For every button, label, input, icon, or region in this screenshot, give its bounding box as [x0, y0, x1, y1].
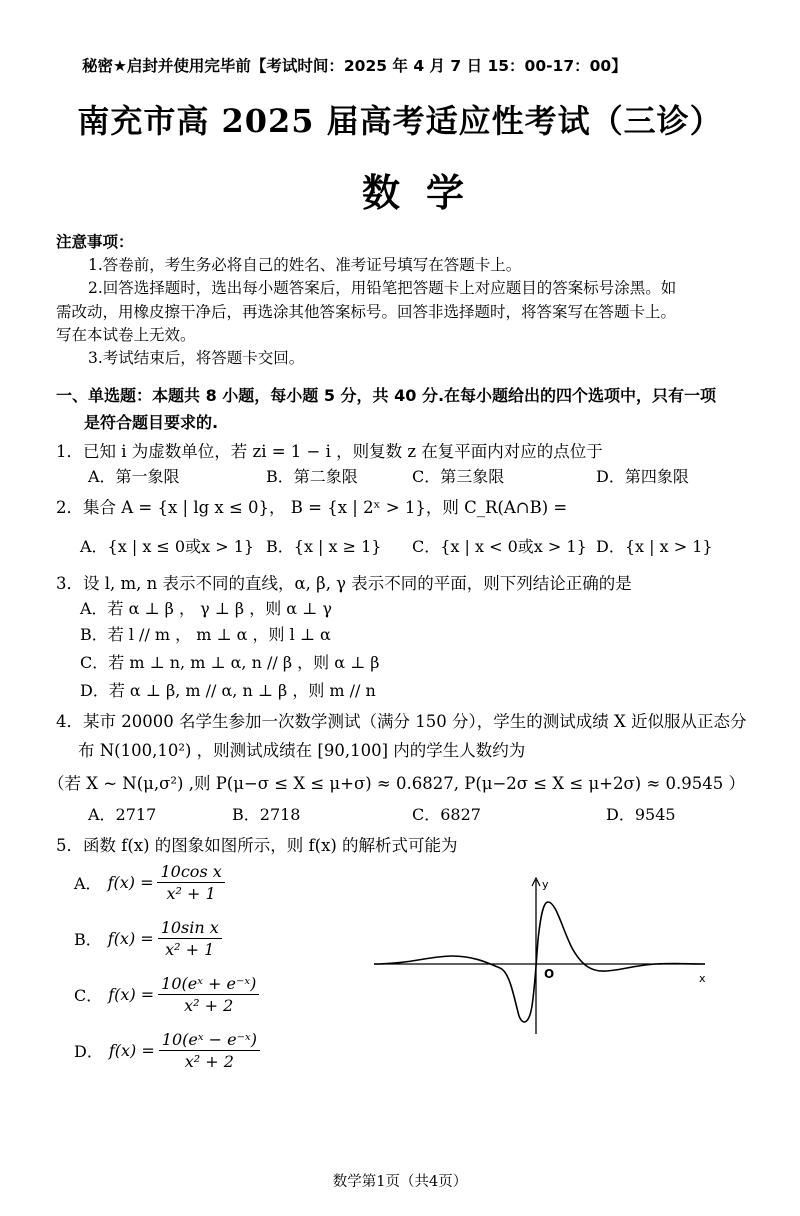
option-b-label: B．: [74, 930, 102, 949]
option-c-label: C．: [74, 986, 103, 1005]
question-3-option-b: B．若 l // m ， m ⊥ α ，则 l ⊥ α: [80, 625, 331, 644]
question-5-option-d: [74, 1030, 260, 1071]
question-1-option-d: D．第四象限: [596, 467, 689, 486]
question-3-option-c: C．若 m ⊥ n, m ⊥ α, n // β ，则 α ⊥ β: [80, 653, 380, 672]
question-5-option-c: [74, 974, 259, 1015]
option-a-denominator: x² + 1: [166, 884, 216, 903]
question-4-option-d: D．9545: [606, 805, 676, 824]
x-axis-label: x: [699, 972, 706, 985]
question-1-option-a: A．第一象限: [88, 467, 180, 486]
question-2-option-b: B．{x | x ≥ 1}: [266, 537, 382, 556]
section-heading-line-1: 一、单选题：本题共 8 小题，每小题 5 分，共 40 分.在每小题给出的四个选项中，只有一项: [56, 386, 717, 405]
option-c-denominator: x² + 2: [184, 996, 234, 1015]
option-b-numerator: 10sin x: [158, 918, 222, 939]
question-4-line-3: （若 X ~ N(μ,σ²) ,则 P(μ−σ ≤ X ≤ μ+σ) ≈ 0.6827, P(μ−2σ ≤ X ≤ μ+2σ) ≈ 0.9545 ）: [48, 774, 745, 793]
question-2-option-a: A．{x | x ≤ 0或x > 1}: [80, 537, 255, 556]
option-d-fraction: [159, 1030, 260, 1071]
subject-title: 数学: [361, 170, 490, 215]
question-4-line-2: 布 N(100,10²) ，则测试成绩在 [90,100] 内的学生人数约为: [78, 741, 526, 760]
origin-label: O: [544, 967, 555, 981]
option-c-fraction: [158, 974, 259, 1015]
note-item-2-line-2: 需改动，用橡皮擦干净后，再选涂其他答案标号。回答非选择题时，将答案写在答题卡上。: [56, 303, 677, 321]
question-2-stem: 2．集合 A = {x | lg x ≤ 0}， B = {x | 2ˣ > 1}，则 C_R(A∩B) =: [56, 498, 568, 517]
exam-title: 南充市高 2025 届高考适应性考试（三诊）: [77, 102, 723, 140]
question-4-option-b: B．2718: [232, 805, 301, 824]
question-1-stem: 1．已知 i 为虚数单位，若 zi = 1 − i ，则复数 z 在复平面内对应的点位于: [56, 442, 603, 461]
question-3-option-a: A．若 α ⊥ β ， γ ⊥ β ，则 α ⊥ γ: [80, 599, 332, 618]
question-2-option-c: C．{x | x < 0或x > 1}: [412, 537, 587, 556]
option-a-fraction: [157, 862, 224, 903]
note-item-2-line-3: 写在本试卷上无效。: [56, 326, 196, 344]
option-d-numerator: 10(eˣ − e⁻ˣ): [159, 1030, 260, 1051]
question-4-option-a: A．2717: [88, 805, 157, 824]
option-a-lhs: f(x) =: [107, 873, 154, 892]
question-5-option-a: [74, 862, 225, 903]
option-c-numerator: 10(eˣ + e⁻ˣ): [158, 974, 259, 995]
question-3-option-d: D．若 α ⊥ β, m // α, n ⊥ β ，则 m // n: [80, 681, 376, 700]
question-1-option-c: C．第三象限: [412, 467, 505, 486]
note-item-2-line-1: 2.回答选择题时，选出每小题答案后，用铅笔把答题卡上对应题目的答案标号涂黑。如: [88, 279, 677, 297]
option-d-label: D．: [74, 1042, 103, 1061]
question-5-option-b: [74, 918, 222, 959]
question-1-option-b: B．第二象限: [266, 467, 358, 486]
note-item-1: 1.答卷前，考生务必将自己的姓名、准考证号填写在答题卡上。: [88, 256, 522, 274]
option-d-denominator: x² + 2: [184, 1052, 234, 1071]
y-axis-label: y: [542, 878, 549, 891]
option-c-lhs: f(x) =: [108, 985, 155, 1004]
question-4-line-1: 4．某市 20000 名学生参加一次数学测试（满分 150 分），学生的测试成绩 X 近似服从正态分: [56, 712, 747, 731]
option-a-numerator: 10cos x: [157, 862, 224, 883]
page-footer: 数学第1页（共4页）: [332, 1174, 468, 1190]
notes-heading: 注意事项：: [56, 233, 134, 251]
option-b-denominator: x² + 1: [165, 940, 215, 959]
section-heading-line-2: 是符合题目要求的.: [84, 413, 219, 432]
option-d-lhs: f(x) =: [108, 1041, 155, 1060]
option-b-fraction: [158, 918, 222, 959]
confidential-notice: 秘密★启封并使用完毕前【考试时间：2025 年 4 月 7 日 15：00-17：00】: [82, 57, 627, 75]
question-4-option-c: C．6827: [412, 805, 481, 824]
option-a-label: A．: [74, 874, 102, 893]
question-5-stem: 5．函数 f(x) 的图象如图所示，则 f(x) 的解析式可能为: [56, 836, 458, 855]
question-3-stem: 3．设 l, m, n 表示不同的直线，α, β, γ 表示不同的平面，则下列结论正确的是: [56, 574, 632, 593]
note-item-3: 3.考试结束后，将答题卡交回。: [88, 349, 305, 367]
option-b-lhs: f(x) =: [107, 929, 154, 948]
function-curve: [374, 902, 705, 1022]
function-graph: [360, 868, 720, 1038]
question-2-option-d: D．{x | x > 1}: [596, 537, 713, 556]
